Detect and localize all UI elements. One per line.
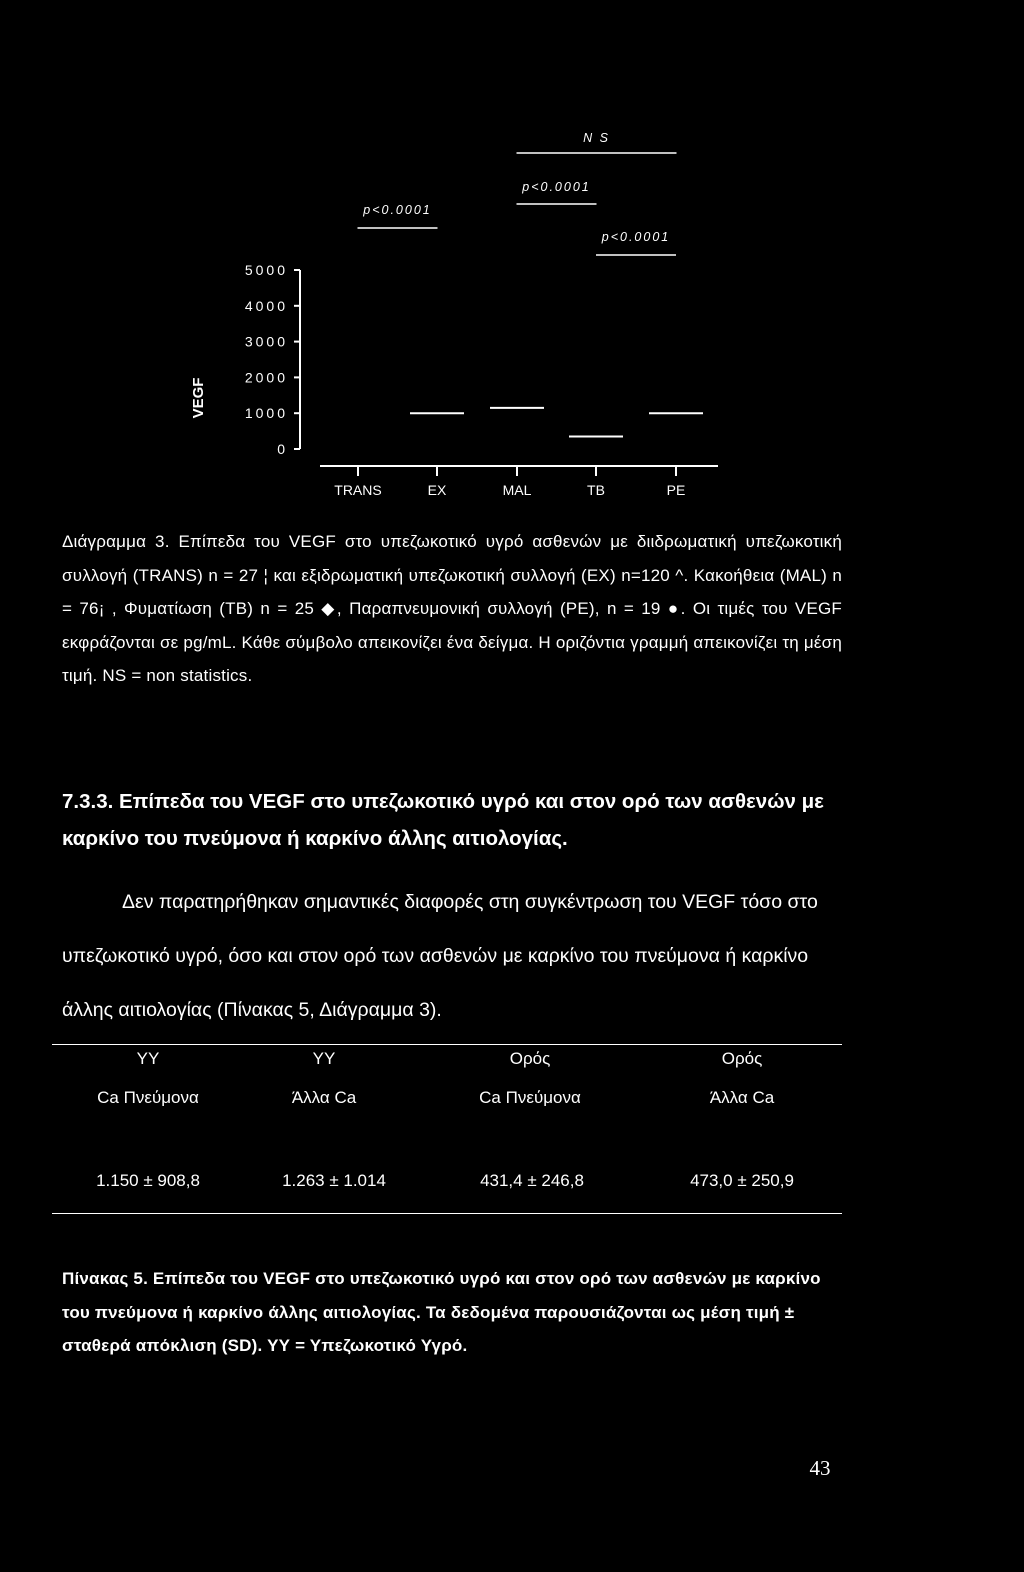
table-bottom-rule: [52, 1213, 842, 1214]
y-tick-label: 0: [277, 441, 288, 457]
table-top-rule: [52, 1044, 842, 1045]
table-value-col-1: 1.150 ± 908,8: [96, 1171, 200, 1190]
table-header-2-col-2: Άλλα Ca: [291, 1088, 357, 1107]
y-axis-title: VEGF: [190, 377, 207, 419]
table-header-1-col-3: Ορός: [509, 1049, 551, 1068]
significance-label: p<0.0001: [363, 203, 432, 217]
body-paragraph: [62, 875, 852, 1037]
x-tick-label: MAL: [502, 482, 532, 498]
y-tick-label: 4000: [244, 297, 288, 314]
significance-label: p<0.0001: [522, 180, 591, 194]
table-value-col-3: 431,4 ± 246,8: [480, 1171, 584, 1190]
y-tick-label: 1000: [244, 405, 288, 422]
table-header-1-col-1: ΥΥ: [136, 1049, 160, 1068]
significance-label: p<0.0001: [601, 230, 671, 244]
x-tick-label: EX: [427, 482, 447, 498]
table-header-1-col-2: ΥΥ: [312, 1049, 336, 1068]
table-header-2-col-1: Ca Πνεύμονα: [97, 1088, 199, 1107]
x-tick-label: PE: [666, 482, 686, 498]
table-header-2-col-3: Ca Πνεύμονα: [479, 1088, 581, 1107]
vegf-dotplot: [0, 0, 1024, 520]
section-heading: 7.3.3. Επίπεδα του VEGF στο υπεζωκοτικό υγρό και στον ορό των ασθενών με καρκίνο του πνεύμονα ή καρκίνο άλλης αιτιολογίας.: [62, 790, 824, 850]
table-caption: Πίνακας 5. Επίπεδα του VEGF στο υπεζωκοτικό υγρό και στον ορό των ασθενών με καρκίνο του πνεύμονα ή καρκίνο άλλης αιτιολογίας. Τα δεδομένα παρουσιάζονται ως μέση τιμή ± σταθερά απόκλιση (SD). ΥΥ = Υπεζωκοτικό Υγρό.: [62, 1269, 821, 1355]
y-tick-label: 3000: [244, 333, 288, 350]
x-tick-label: TRANS: [334, 482, 382, 498]
y-tick-label: 5000: [244, 262, 288, 278]
page-number: 43: [809, 1456, 831, 1480]
table-value-col-2: 1.263 ± 1.014: [282, 1171, 386, 1190]
table-header-1-col-4: Ορός: [721, 1049, 763, 1068]
body-paragraph-text: Δεν παρατηρήθηκαν σημαντικές διαφορές στη συγκέντρωση του VEGF τόσο στο υπεζωκοτικό υγρό, όσο και στον ορό των ασθενών με καρκίνο του πνεύμονα ή καρκίνο άλλης αιτιολογίας (Πίνακας 5, Διάγραμμα 3).: [62, 891, 818, 1021]
significance-label: N S: [583, 131, 610, 145]
y-tick-label: 2000: [244, 369, 288, 386]
table-header-2-col-4: Άλλα Ca: [709, 1088, 775, 1107]
x-tick-label: TB: [587, 482, 605, 498]
table-value-col-4: 473,0 ± 250,9: [690, 1171, 794, 1190]
diagram-caption: Διάγραμμα 3. Επίπεδα του VEGF στο υπεζωκοτικό υγρό ασθενών με διιδρωματική υπεζωκοτική συλλογή (TRANS) n = 27 ¦ και εξιδρωματική υπεζωκοτική συλλογή (EX) n=120 ^. Κακοήθεια (MAL) n = 76¡ , Φυματίωση (TB) n = 25 ◆, Παραπνευμονική συλλογή (PE), n = 19 ●. Οι τιμές του VEGF εκφράζονται σε pg/mL. Κάθε σύμβολο απεικονίζει ένα δείγμα. Η οριζόντια γραμμή απεικονίζει τη μέση τιμή. NS = non statistics.: [62, 532, 842, 685]
